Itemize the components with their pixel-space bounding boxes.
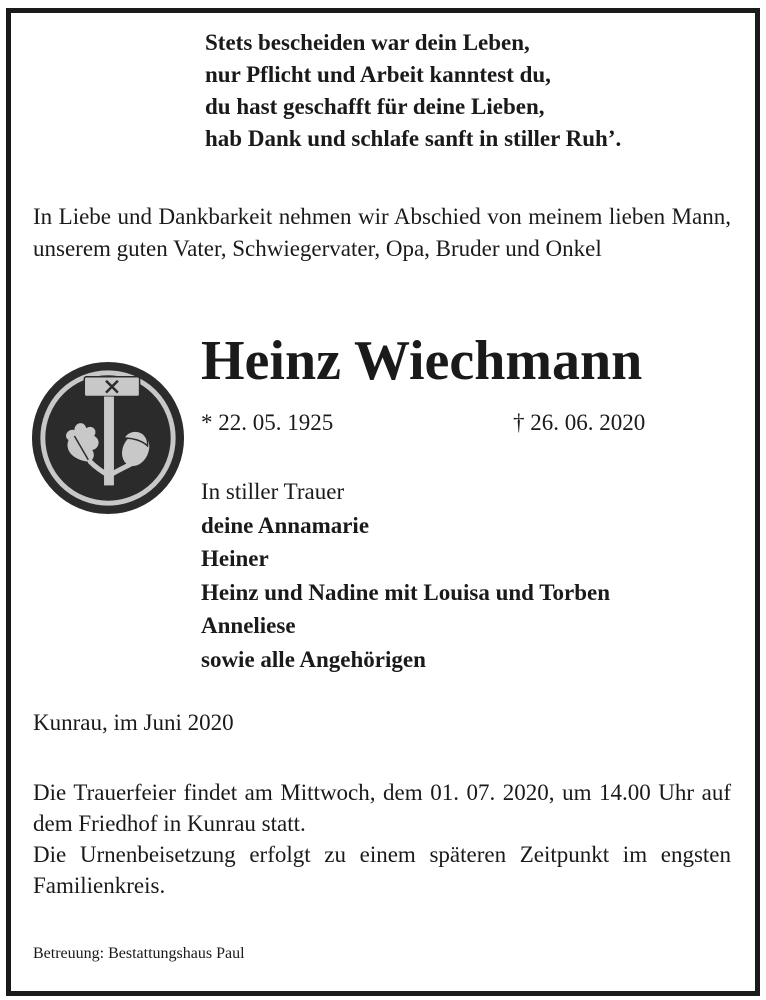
miner-emblem-icon xyxy=(29,359,187,517)
obituary-notice xyxy=(6,8,760,996)
funeral-home-credit: Betreuung: Bestattungshaus Paul xyxy=(33,945,245,962)
poem-line: Stets bescheiden war dein Leben, xyxy=(205,30,530,55)
ceremony-info xyxy=(33,777,731,901)
death-date: † 26. 06. 2020 xyxy=(513,410,646,435)
poem xyxy=(205,27,621,155)
birth-date: * 22. 05. 1925 xyxy=(201,410,334,435)
mourner-name: deine Annamarie xyxy=(201,512,370,538)
mourner-name: sowie alle Angehörigen xyxy=(201,646,426,672)
mourners-heading: In stiller Trauer xyxy=(201,479,345,504)
poem-line: nur Pflicht und Arbeit kanntest du, xyxy=(205,62,551,87)
deceased-name: Heinz Wiechmann xyxy=(201,330,643,392)
mourner-name: Anneliese xyxy=(201,613,296,638)
mourner-name: Heiner xyxy=(201,546,269,571)
poem-line: du hast geschafft für deine Lieben, xyxy=(205,94,545,119)
place-date: Kunrau, im Juni 2020 xyxy=(33,710,234,735)
ceremony-paragraph: Die Trauerfeier findet am Mittwoch, dem 01. 07. 2020, um 14.00 Uhr auf dem Friedhof in Kunrau statt. xyxy=(33,780,731,836)
intro-text: In Liebe und Dankbarkeit nehmen wir Abschied von meinem lieben Mann, unserem guten Vater, Schwiegervater, Opa, Bruder und Onkel xyxy=(33,204,731,261)
mourner-name: Heinz und Nadine mit Louisa und Torben xyxy=(201,579,611,605)
ceremony-paragraph: Die Urnenbeisetzung erfolgt zu einem späteren Zeitpunkt im engsten Familienkreis. xyxy=(33,842,731,898)
mourners-list xyxy=(201,475,610,676)
poem-line: hab Dank und schlafe sanft in stiller Ruh’. xyxy=(205,126,622,151)
